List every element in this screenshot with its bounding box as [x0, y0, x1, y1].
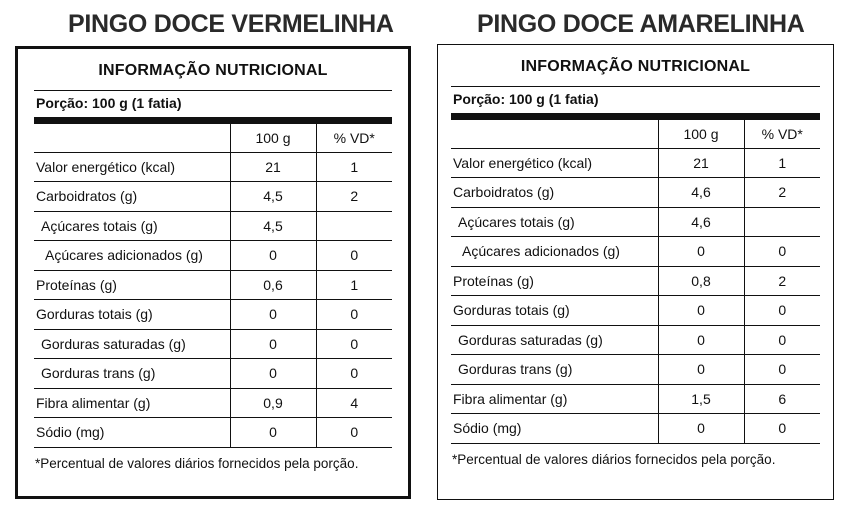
- row-vd: 0: [744, 237, 820, 267]
- row-label: Gorduras totais (g): [34, 300, 230, 330]
- header-100g: 100 g: [658, 120, 744, 148]
- row-100g: 4,6: [658, 207, 744, 237]
- row-vd: 0: [744, 355, 820, 385]
- row-vd: 0: [744, 414, 820, 444]
- row-vd: 0: [316, 329, 392, 359]
- row-label: Gorduras saturadas (g): [451, 325, 658, 355]
- row-vd: 4: [316, 388, 392, 418]
- row-100g: 21: [658, 148, 744, 178]
- header-vd: % VD*: [744, 120, 820, 148]
- row-vd: 0: [744, 325, 820, 355]
- row-label: Valor energético (kcal): [34, 152, 230, 182]
- row-vd: 1: [744, 148, 820, 178]
- row-vd: [744, 207, 820, 237]
- table-row: [451, 296, 820, 326]
- row-vd: 1: [316, 152, 392, 182]
- row-vd: 1: [316, 270, 392, 300]
- row-100g: 0: [230, 241, 316, 271]
- row-vd: 0: [316, 241, 392, 271]
- right-panel-title: INFORMAÇÃO NUTRICIONAL: [520, 58, 751, 75]
- row-100g: 0: [230, 418, 316, 448]
- row-100g: 0: [230, 300, 316, 330]
- right-footnote: *Percentual de valores diários fornecidos pela porção.: [452, 451, 776, 467]
- row-label: Gorduras totais (g): [451, 296, 658, 326]
- row-100g: 1,5: [658, 384, 744, 414]
- row-vd: 6: [744, 384, 820, 414]
- row-vd: 0: [316, 300, 392, 330]
- row-100g: 0: [658, 414, 744, 444]
- row-vd: 2: [744, 266, 820, 296]
- row-100g: 0,9: [230, 388, 316, 418]
- left-portion: Porção: 100 g (1 fatia): [36, 95, 182, 111]
- left-heading: PINGO DOCE VERMELINHA: [68, 10, 394, 38]
- row-vd: 2: [744, 178, 820, 208]
- row-100g: 0: [230, 359, 316, 389]
- row-label: Gorduras trans (g): [34, 359, 230, 389]
- row-vd: 0: [316, 418, 392, 448]
- row-100g: 0: [658, 325, 744, 355]
- row-label: Carboidratos (g): [34, 182, 230, 212]
- right-thick-divider: [451, 113, 820, 120]
- right-heading: PINGO DOCE AMARELINHA: [477, 10, 805, 38]
- right-nutrition-table: [451, 120, 820, 444]
- table-row: [451, 237, 820, 267]
- row-vd: [316, 211, 392, 241]
- row-100g: 21: [230, 152, 316, 182]
- table-row: [451, 414, 820, 444]
- left-panel-title: INFORMAÇÃO NUTRICIONAL: [98, 62, 328, 79]
- table-row: [451, 325, 820, 355]
- row-label: Gorduras trans (g): [451, 355, 658, 385]
- table-row: [34, 182, 392, 212]
- row-label: Açúcares adicionados (g): [451, 237, 658, 267]
- left-nutrition-panel: [15, 46, 411, 499]
- row-label: Gorduras saturadas (g): [34, 329, 230, 359]
- table-row: [451, 355, 820, 385]
- table-row: [451, 384, 820, 414]
- row-100g: 4,5: [230, 211, 316, 241]
- row-label: Sódio (mg): [34, 418, 230, 448]
- table-row: [451, 266, 820, 296]
- table-row: [34, 270, 392, 300]
- row-label: Açúcares totais (g): [34, 211, 230, 241]
- right-portion: Porção: 100 g (1 fatia): [453, 91, 599, 107]
- table-row: [451, 207, 820, 237]
- row-label: Proteínas (g): [34, 270, 230, 300]
- row-label: Açúcares adicionados (g): [34, 241, 230, 271]
- row-label: Sódio (mg): [451, 414, 658, 444]
- table-row: [451, 178, 820, 208]
- row-100g: 0,6: [230, 270, 316, 300]
- row-label: Carboidratos (g): [451, 178, 658, 208]
- left-thick-divider: [34, 117, 392, 124]
- table-row: [34, 418, 392, 448]
- table-row: [34, 211, 392, 241]
- table-row: [34, 359, 392, 389]
- left-nutrition-table: [34, 124, 392, 448]
- header-blank: [451, 120, 658, 148]
- row-100g: 0: [658, 237, 744, 267]
- row-100g: 0,8: [658, 266, 744, 296]
- table-row: [34, 300, 392, 330]
- row-vd: 0: [316, 359, 392, 389]
- table-row: [34, 241, 392, 271]
- table-row: [451, 148, 820, 178]
- header-vd: % VD*: [316, 124, 392, 152]
- row-label: Proteínas (g): [451, 266, 658, 296]
- row-label: Açúcares totais (g): [451, 207, 658, 237]
- table-header-row: [34, 124, 392, 152]
- row-100g: 4,5: [230, 182, 316, 212]
- table-row: [34, 388, 392, 418]
- row-100g: 0: [658, 355, 744, 385]
- right-nutrition-panel: [437, 44, 834, 500]
- table-header-row: [451, 120, 820, 148]
- header-blank: [34, 124, 230, 152]
- row-100g: 0: [230, 329, 316, 359]
- row-100g: 4,6: [658, 178, 744, 208]
- row-label: Fibra alimentar (g): [451, 384, 658, 414]
- table-row: [34, 329, 392, 359]
- left-footnote: *Percentual de valores diários fornecidos pela porção.: [35, 455, 359, 471]
- row-label: Valor energético (kcal): [451, 148, 658, 178]
- row-vd: 0: [744, 296, 820, 326]
- table-row: [34, 152, 392, 182]
- header-100g: 100 g: [230, 124, 316, 152]
- row-label: Fibra alimentar (g): [34, 388, 230, 418]
- row-100g: 0: [658, 296, 744, 326]
- row-vd: 2: [316, 182, 392, 212]
